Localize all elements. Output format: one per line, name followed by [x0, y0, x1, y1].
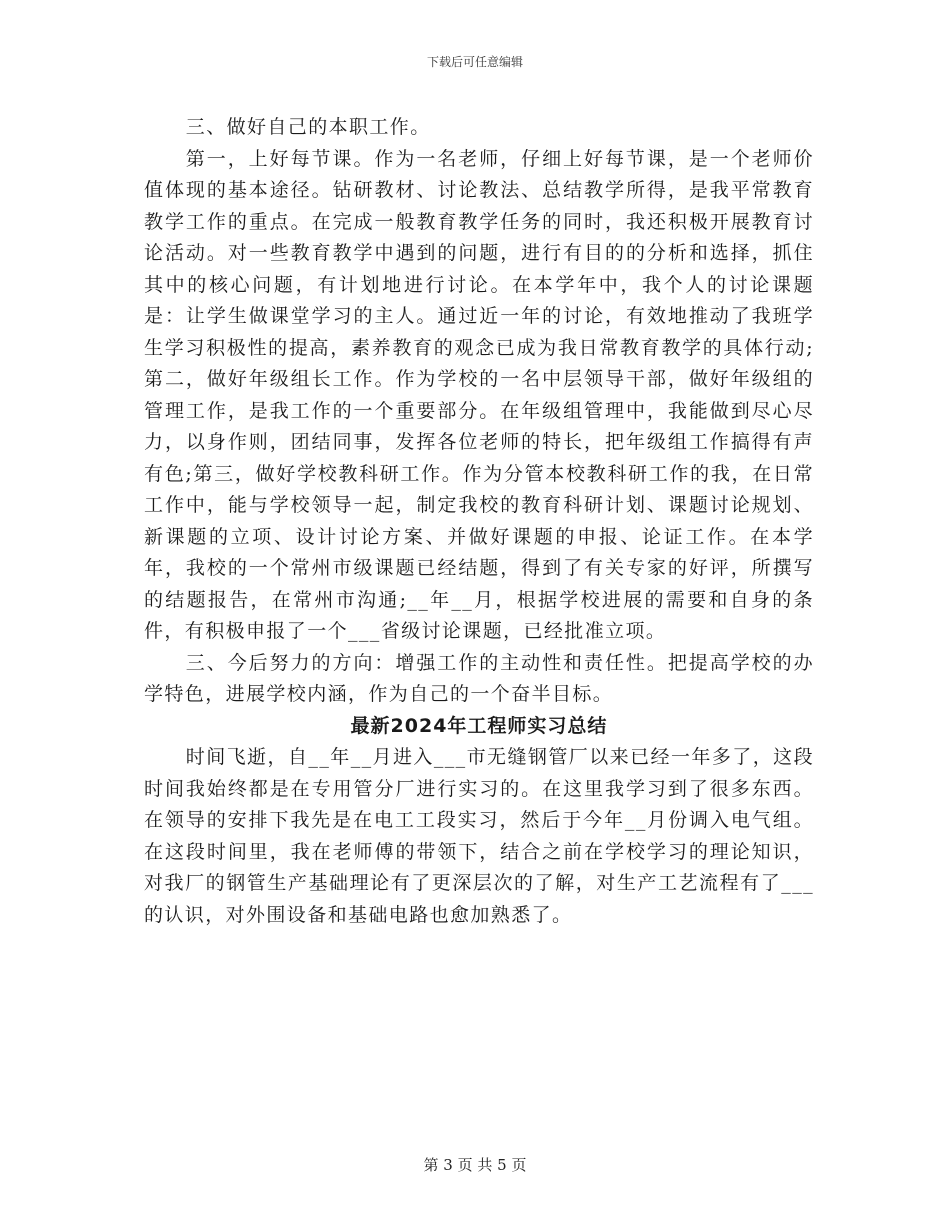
paragraph-work-details: 第一，上好每节课。作为一名老师，仔细上好每节课，是一个老师价值体现的基本途径。钻研教材、讨论教法、总结教学所得，是我平常教育教学工作的重点。在完成一般教育教学任务的同时，我还积极开展教育讨论活动。对一些教育教学中遇到的问题，进行有目的的分析和选择，抓住其中的核心问题，有计划地进行讨论。在本学年中，我个人的讨论课题是：让学生做课堂学习的主人。通过近一年的讨论，有效地推动了我班学生学习积极性的提高，素养教育的观念已成为我日常教育教学的具体行动;第二，做好年级组长工作。作为学校的一名中层领导干部，做好年级组的管理工作，是我工作的一个重要部分。在年级组管理中，我能做到尽心尽力，以身作则，团结同事，发挥各位老师的特长，把年级组工作搞得有声有色;第三，做好学校教科研工作。作为分管本校教科研工作的我，在日常工作中，能与学校领导一起，制定我校的教育科研计划、课题讨论规划、新课题的立项、设计讨论方案、并做好课题的申报、论证工作。在本学年，我校的一个常州市级课题已经结题，得到了有关专家的好评，所撰写的结题报告，在常州市沟通;__年__月，根据学校进展的需要和自身的条件，有积极申报了一个___省级讨论课题，已经批准立项。 [144, 147, 814, 642]
page-number: 第 3 页 共 5 页 [423, 1156, 527, 1174]
paragraph-internship-intro: 时间飞逝，自__年__月进入___市无缝钢管厂以来已经一年多了，这段时间我始终都是在专用管分厂进行实习的。在这里我学习到了很多东西。在领导的安排下我先是在电工工段实习，然后于今年__月份调入电气组。在这段时间里，我在老师傅的带领下，结合之前在学校学习的理论知识，对我厂的钢管生产基础理论有了更深层次的了解，对生产工艺流程有了___的认识，对外围设备和基础电路也愈加熟悉了。 [144, 746, 814, 926]
document-body [144, 112, 814, 931]
article-title: 最新2024年工程师实习总结 [350, 714, 608, 737]
page-header-note: 下载后可任意编辑 [426, 55, 523, 69]
paragraph-future-direction: 三、今后努力的方向：增强工作的主动性和责任性。把提高学校的办学特色，进展学校内涵，作为自己的一个奋半目标。 [144, 651, 814, 705]
paragraph-section-heading: 三、做好自己的本职工作。 [185, 116, 431, 138]
